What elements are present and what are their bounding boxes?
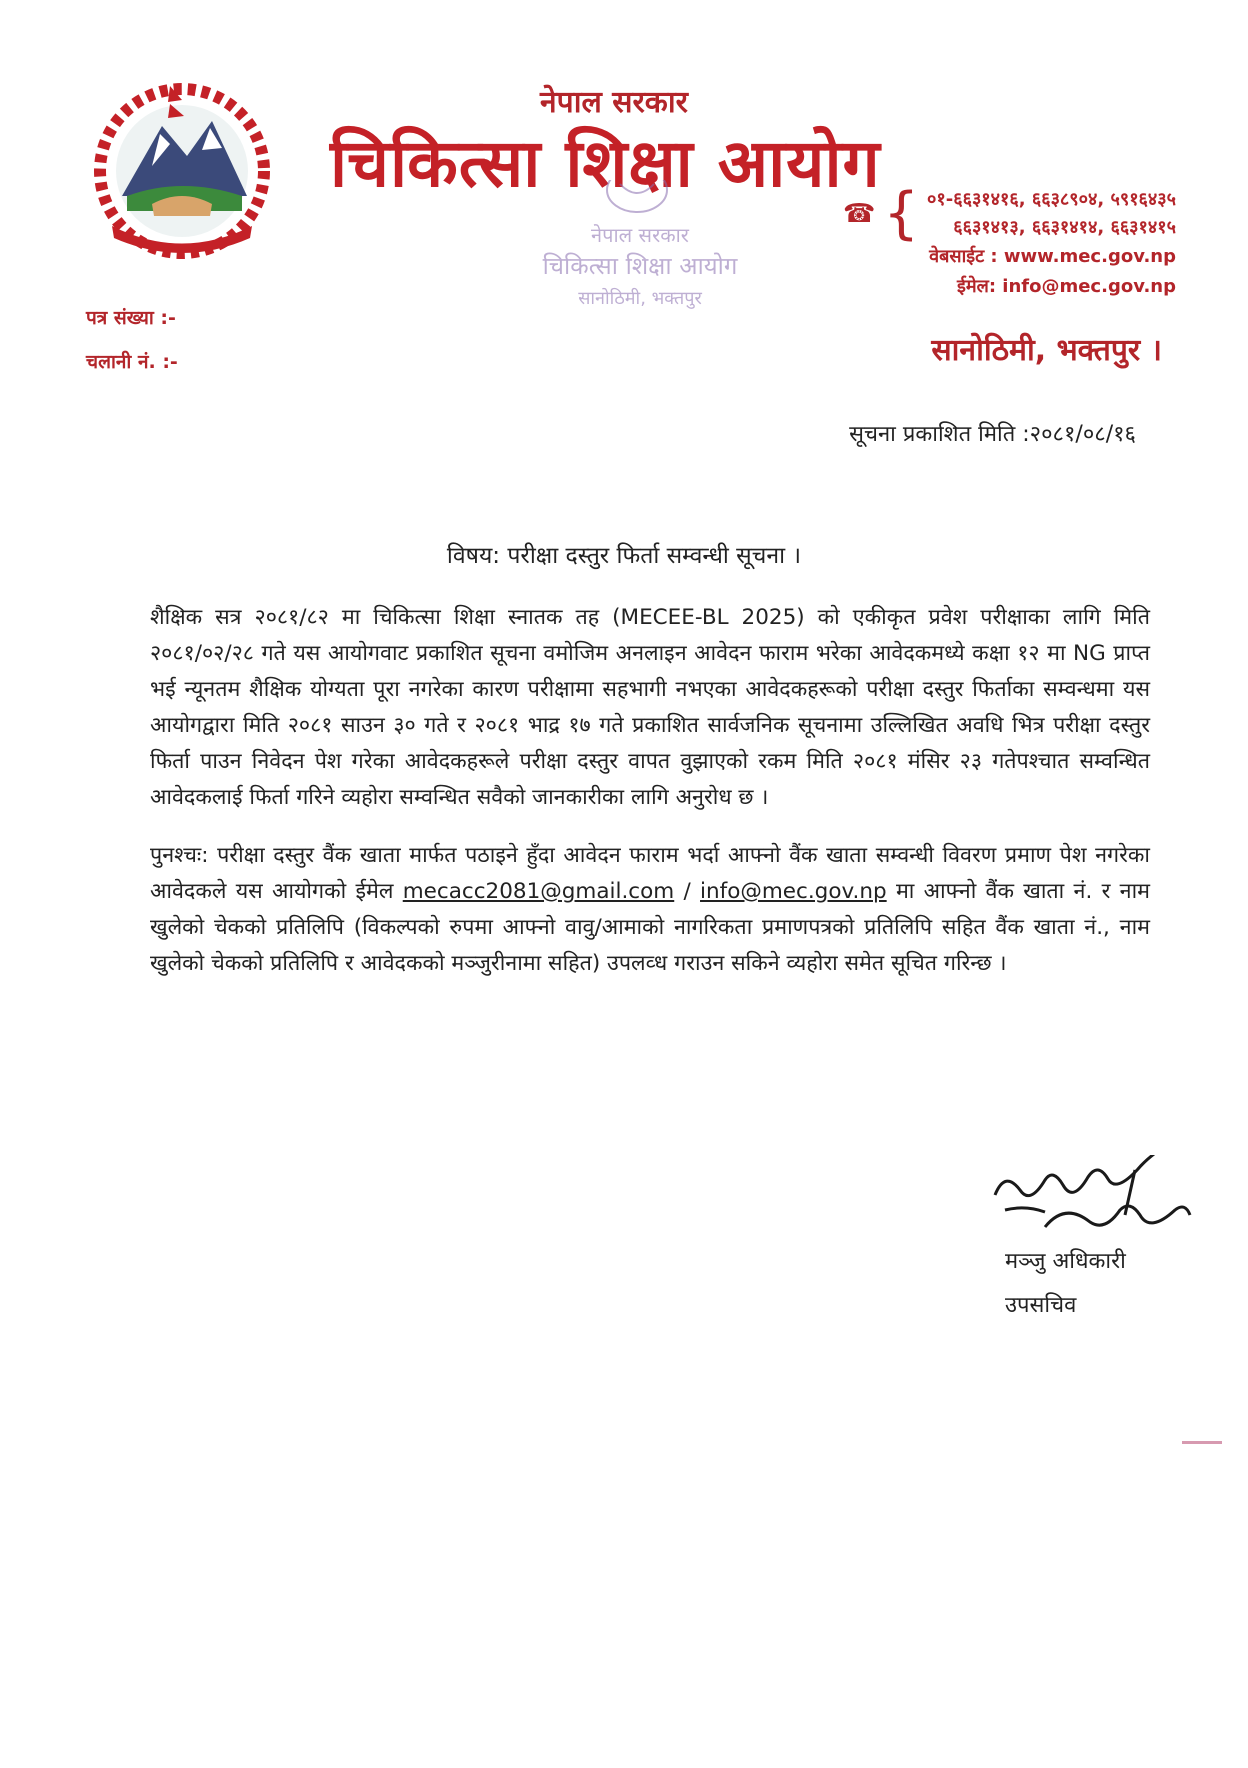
government-title: नेपाल सरकार <box>540 85 688 120</box>
nepal-emblem-icon <box>82 76 282 266</box>
reference-block <box>86 296 178 384</box>
paragraph-2-end: मा आफ्नो वैंक खाता नं. र नाम खुलेको चेकको प्रतिलिपि (विकल्पको रुपमा आफ्नो वावु/आमाको नागरिकता प्रमाणपत्रको प्रतिलिपि सहित वैंक खाता नं., नाम खुलेको चेकको प्रतिलिपि र आवेदकको मञ्जुरीनामा सहित) उपलव्ध गराउन सकिने व्यहोरा समेत सूचित गरिन्छ । <box>150 879 1150 976</box>
phone-numbers <box>927 186 1176 242</box>
stamp-line-2: चिकित्सा शिक्षा आयोग <box>542 252 738 280</box>
letter-number-label: पत्र संख्या :- <box>86 307 176 329</box>
website[interactable]: वेबसाईट : www.mec.gov.np <box>929 246 1176 267</box>
phone-line-1: ०१-६६३१४१६, ६६३८९०४, ५९१६४३५ <box>927 189 1176 210</box>
phone-line-2: ६६३१४१३, ६६३१४१४, ६६३१४१५ <box>953 217 1176 238</box>
brace-icon: { <box>883 181 920 246</box>
signatory-block <box>1005 1240 1126 1328</box>
paragraph-1: शैक्षिक सत्र २०८१/८२ मा चिकित्सा शिक्षा स्नातक तह (MECEE-BL 2025) को एकीकृत प्रवेश परीक्षाका लागि मिति २०८१/०२/२८ गते यस आयोगवाट प्रकाशित सूचना वमोजिम अनलाइन आवेदन फाराम भरेका आवेदकमध्ये कक्षा १२ मा NG प्राप्त भई न्यूनतम शैक्षिक योग्यता पूरा नगरेका कारण परीक्षामा सहभागी नभएका आवेदकहरूको परीक्षा दस्तुर फिर्ताका सम्वन्धमा यस आयोगद्वारा मिति २०८१ साउन ३० गते र २०८१ भाद्र १७ गते प्रकाशित सार्वजनिक सूचनामा उल्लिखित अवधि भित्र परीक्षा दस्तुर फिर्ता पाउन निवेदन पेश गरेका आवेदकहरूले परीक्षा दस्तुर वापत वुझाएको रकम मिति २०८१ मंसिर २३ गतेपश्चात सम्वन्धित आवेदकलाई फिर्ता गरिने व्यहोरा सम्वन्धित सवैको जानकारीका लागि अनुरोध छ । <box>150 605 1150 810</box>
signatory-title: उपसचिव <box>1005 1293 1077 1318</box>
margin-mark <box>1182 1441 1222 1444</box>
organization-title: चिकित्सा शिक्षा आयोग <box>330 125 881 202</box>
stamp-line-3: सानोठिमी, भक्तपुर <box>578 288 702 309</box>
phone-row <box>816 181 1176 246</box>
paragraph-2-start: पुनश्चः: परीक्षा दस्तुर वैंक खाता मार्फत पठाइने हुँदा आवेदन फाराम भर्दा आफ्नो वैंक खाता सम्वन्धी विवरण प्रमाण पेश नगरेका आवेदकले यस आयोगको ईमेल <box>150 843 1150 904</box>
email-link-2[interactable]: info@mec.gov.np <box>700 879 887 904</box>
email[interactable]: ईमेल: info@mec.gov.np <box>957 276 1176 297</box>
dispatch-number-label: चलानी नं. :- <box>86 351 178 373</box>
published-date: सूचना प्रकाशित मिति :२०८१/०८/१६ <box>849 422 1136 447</box>
stamp-line-1: नेपाल सरकार <box>591 223 689 247</box>
subject-line: विषय: परीक्षा दस्तुर फिर्ता सम्वन्धी सूचना । <box>446 543 802 569</box>
telephone-icon: ☎ <box>843 199 876 229</box>
official-stamp-icon <box>525 180 755 320</box>
notice-body <box>150 600 1150 1004</box>
signatory-name: मञ्जु अधिकारी <box>1005 1249 1126 1274</box>
contact-block <box>816 181 1176 302</box>
paragraph-2 <box>150 838 1150 982</box>
office-address: सानोठिमी, भक्तपुर । <box>931 333 1162 368</box>
email-link-1[interactable]: mecacc2081@gmail.com <box>402 879 675 904</box>
email-separator: / <box>674 879 701 904</box>
